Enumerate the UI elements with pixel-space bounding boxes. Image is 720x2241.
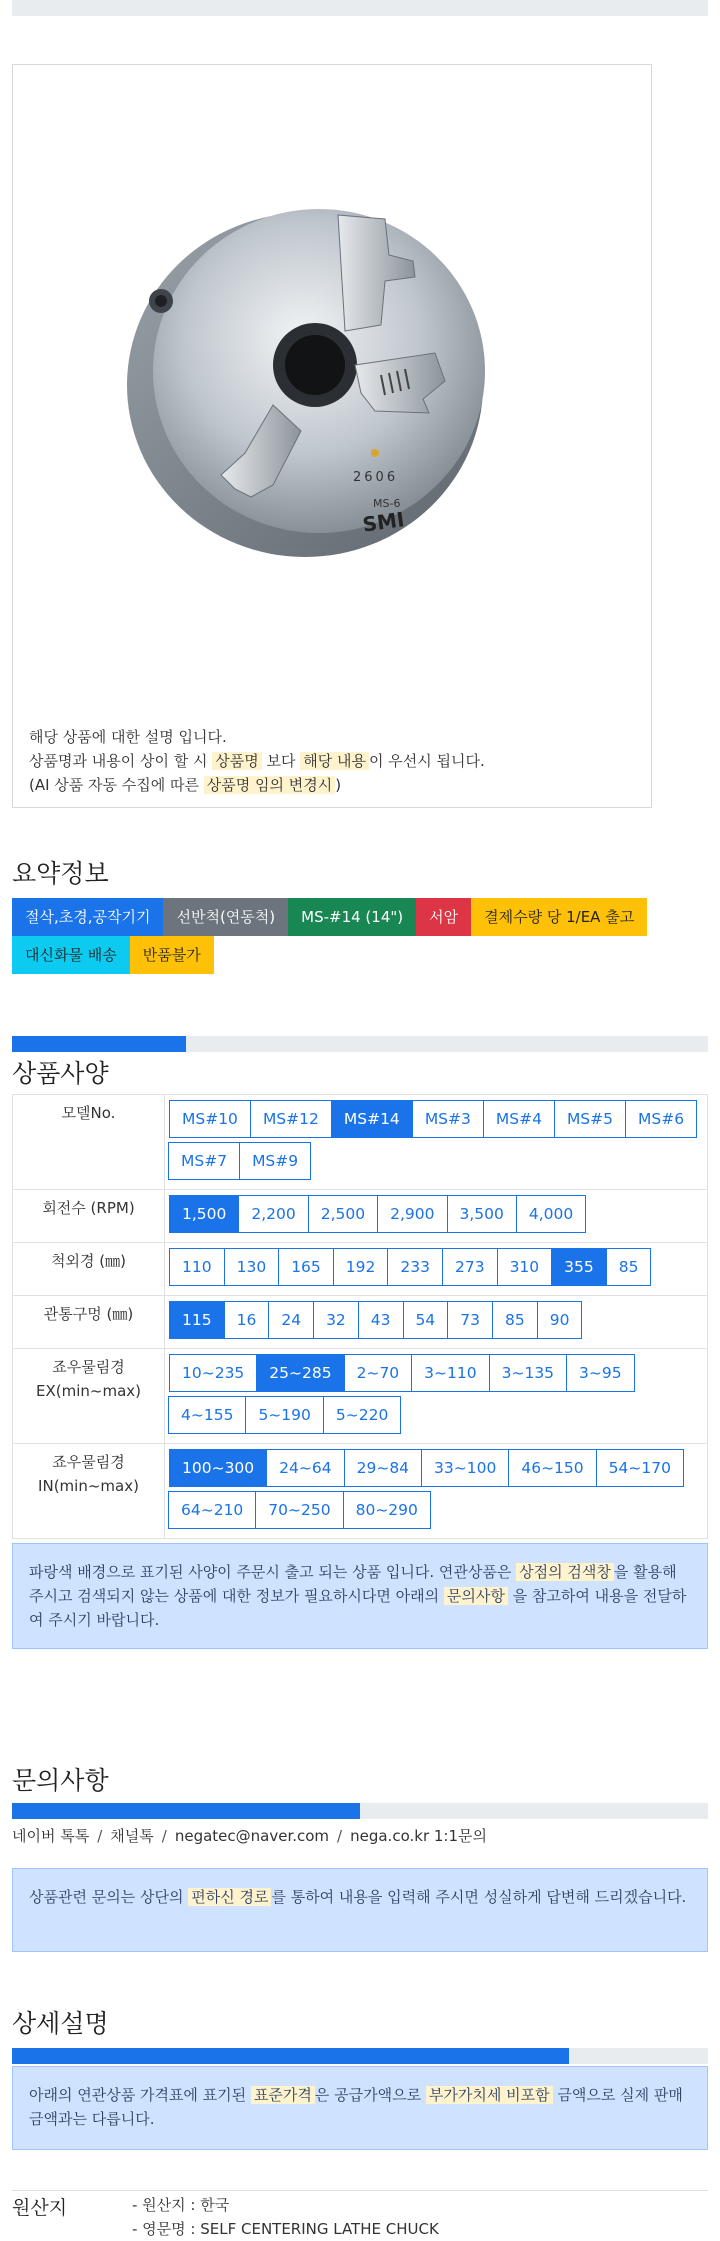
spec-option-button[interactable]: 85 <box>606 1248 652 1286</box>
spec-option-button[interactable]: 43 <box>358 1301 404 1339</box>
origin-item: - 영문명 : SELF CENTERING LATHE CHUCK <box>132 2220 439 2238</box>
link-separator: / <box>161 1826 167 1845</box>
product-description <box>29 725 485 797</box>
spec-option-button[interactable]: 16 <box>224 1301 270 1339</box>
spec-option-button[interactable]: MS#14 <box>331 1100 413 1138</box>
spec-option-button[interactable]: 165 <box>278 1248 334 1286</box>
origin-list <box>132 2193 439 2241</box>
spec-option-button[interactable]: MS#9 <box>239 1142 311 1180</box>
link-separator: / <box>337 1826 343 1845</box>
spec-progress-bar <box>12 1036 708 1052</box>
spec-option-button[interactable]: MS#5 <box>554 1100 626 1138</box>
spec-option-button[interactable]: 25~285 <box>256 1354 344 1392</box>
summary-badge: 결제수량 당 1/EA 출고 <box>471 898 647 936</box>
link-separator: / <box>97 1826 103 1845</box>
spec-option-button[interactable]: 54~170 <box>596 1449 684 1487</box>
spec-option-button[interactable]: 90 <box>537 1301 583 1339</box>
spec-option-button[interactable]: 310 <box>497 1248 553 1286</box>
spec-options <box>165 1349 708 1444</box>
spec-option-button[interactable]: 24 <box>268 1301 314 1339</box>
spec-option-button[interactable]: MS#12 <box>250 1100 332 1138</box>
spec-option-button[interactable]: 3~135 <box>489 1354 567 1392</box>
spec-option-button[interactable]: 46~150 <box>508 1449 596 1487</box>
spec-row <box>13 1296 708 1349</box>
summary-title: 요약정보 <box>12 859 109 888</box>
spec-option-button[interactable]: 80~290 <box>343 1491 431 1529</box>
spec-option-button[interactable]: 32 <box>313 1301 359 1339</box>
spec-option-button[interactable]: MS#10 <box>169 1100 251 1138</box>
spec-label: 관통구멍 (㎜) <box>13 1296 165 1349</box>
description-line: 해당 상품에 대한 설명 입니다. <box>29 728 227 746</box>
spec-row <box>13 1349 708 1444</box>
description-line: (AI 상품 자동 수집에 따른 상품명 임의 변경시 ) <box>29 776 342 794</box>
summary-badge: 서암 <box>416 898 471 936</box>
description-line: 상품명과 내용이 상이 할 시 상품명 보다 해당 내용 이 우선시 됩니다. <box>29 752 485 770</box>
spec-option-button[interactable]: MS#3 <box>412 1100 484 1138</box>
spec-option-button[interactable]: 5~190 <box>245 1396 323 1434</box>
spec-label: 모델No. <box>13 1095 165 1190</box>
spec-option-button[interactable]: 4,000 <box>516 1195 586 1233</box>
spec-option-button[interactable]: 130 <box>224 1248 280 1286</box>
inquiry-notice: 상품관련 문의는 상단의 편하신 경로 를 통하여 내용을 입력해 주시면 성실하게 답변해 드리겠습니다. <box>12 1868 708 1952</box>
spec-option-button[interactable]: 110 <box>169 1248 225 1286</box>
spec-options <box>165 1190 708 1243</box>
top-progress-bar <box>12 0 708 16</box>
spec-option-button[interactable]: MS#7 <box>168 1142 240 1180</box>
spec-option-button[interactable]: 2,200 <box>238 1195 308 1233</box>
spec-option-button[interactable]: 85 <box>492 1301 538 1339</box>
spec-option-button[interactable]: 10~235 <box>169 1354 257 1392</box>
spec-options <box>165 1296 708 1349</box>
origin-section <box>12 2190 708 2241</box>
spec-option-button[interactable]: 2,500 <box>308 1195 378 1233</box>
spec-options <box>165 1243 708 1296</box>
spec-option-button[interactable]: 3,500 <box>447 1195 517 1233</box>
svg-text:2606: 2606 <box>353 470 399 485</box>
spec-option-button[interactable]: 54 <box>403 1301 449 1339</box>
svg-text:MS-6: MS-6 <box>373 497 401 510</box>
spec-option-button[interactable]: 70~250 <box>255 1491 343 1529</box>
inquiry-progress-bar <box>12 1803 708 1819</box>
product-image <box>123 185 503 565</box>
origin-title: 원산지 <box>12 2197 68 2219</box>
summary-badges <box>12 898 712 974</box>
detail-notice: 아래의 연관상품 가격표에 표기된 표준가격 은 공급가액으로 부가가치세 비포함 금액으로 실제 판매금액과는 다릅니다. <box>12 2066 708 2150</box>
spec-options <box>165 1444 708 1539</box>
spec-row <box>13 1444 708 1539</box>
summary-badge: 대신화물 배송 <box>12 936 130 974</box>
spec-option-button[interactable]: 3~110 <box>411 1354 489 1392</box>
spec-option-button[interactable]: 73 <box>447 1301 493 1339</box>
spec-option-button[interactable]: 2~70 <box>344 1354 413 1392</box>
spec-label: 죠우물림경 EX(min~max) <box>13 1349 165 1444</box>
spec-table <box>12 1094 708 1539</box>
inquiry-title: 문의사항 <box>12 1766 109 1795</box>
spec-row <box>13 1243 708 1296</box>
spec-option-button[interactable]: 115 <box>169 1301 225 1339</box>
spec-option-button[interactable]: 2,900 <box>377 1195 447 1233</box>
spec-option-button[interactable]: 3~95 <box>566 1354 635 1392</box>
inquiry-links <box>12 1825 708 1846</box>
spec-row <box>13 1095 708 1190</box>
spec-row <box>13 1190 708 1243</box>
spec-option-button[interactable]: 1,500 <box>169 1195 239 1233</box>
spec-label: 척외경 (㎜) <box>13 1243 165 1296</box>
origin-item: - 원산지 : 한국 <box>132 2196 230 2214</box>
summary-badge: MS-#14 (14") <box>288 898 416 936</box>
detail-title: 상세설명 <box>12 2009 109 2038</box>
spec-option-button[interactable]: 355 <box>551 1248 607 1286</box>
summary-badge: 선반척(연동척) <box>163 898 288 936</box>
product-card <box>12 64 652 808</box>
spec-option-button[interactable]: 29~84 <box>344 1449 422 1487</box>
summary-badge: 절삭,초경,공작기기 <box>12 898 163 936</box>
spec-label: 죠우물림경 IN(min~max) <box>13 1444 165 1539</box>
inquiry-link[interactable]: 채널톡 <box>110 1827 154 1845</box>
spec-option-button[interactable]: 64~210 <box>168 1491 256 1529</box>
spec-options <box>165 1095 708 1190</box>
spec-option-button[interactable]: 273 <box>442 1248 498 1286</box>
inquiry-link[interactable]: 네이버 톡톡 <box>12 1827 90 1845</box>
spec-title: 상품사양 <box>12 1059 109 1088</box>
spec-option-button[interactable]: 24~64 <box>266 1449 344 1487</box>
spec-option-button[interactable]: 33~100 <box>421 1449 509 1487</box>
spec-option-button[interactable]: 100~300 <box>169 1449 267 1487</box>
spec-option-button[interactable]: 233 <box>387 1248 443 1286</box>
detail-progress-bar <box>12 2048 708 2064</box>
spec-option-button[interactable]: MS#4 <box>483 1100 555 1138</box>
spec-option-button[interactable]: 5~220 <box>323 1396 401 1434</box>
svg-text:SMI: SMI <box>361 507 406 537</box>
inquiry-link[interactable]: negatec@naver.com <box>174 1826 330 1845</box>
spec-option-button[interactable]: 4~155 <box>168 1396 246 1434</box>
inquiry-link[interactable]: nega.co.kr 1:1문의 <box>350 1827 487 1845</box>
spec-notice: 파랑색 배경으로 표기된 사양이 주문시 출고 되는 상품 입니다. 연관상품은 상점의 검색창 을 활용해 주시고 검색되지 않는 상품에 대한 정보가 필요하시다면 아래의 문의사항 을 참고하여 내용을 전달하여 주시기 바랍니다. <box>12 1543 708 1649</box>
spec-label: 회전수 (RPM) <box>13 1190 165 1243</box>
spec-option-button[interactable]: 192 <box>333 1248 389 1286</box>
spec-option-button[interactable]: MS#6 <box>625 1100 697 1138</box>
summary-badge: 반품불가 <box>130 936 214 974</box>
